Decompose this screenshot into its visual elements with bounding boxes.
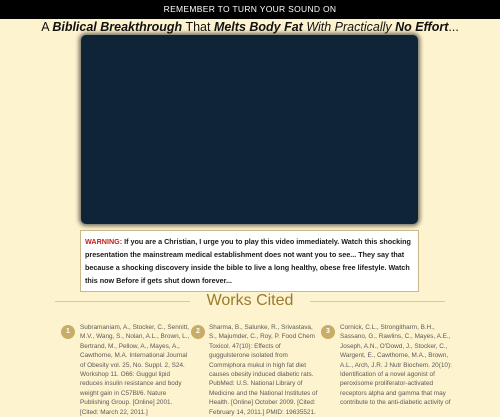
works-cited-title: Works Cited — [206, 292, 294, 309]
sound-reminder-banner — [0, 0, 500, 19]
warning-label: WARNING: — [85, 237, 123, 246]
video-player[interactable] — [81, 35, 418, 224]
divider-left — [55, 301, 190, 302]
citation-number-badge: 2 — [191, 325, 205, 339]
sound-reminder-text: REMEMBER TO TURN YOUR SOUND ON — [163, 4, 337, 14]
citation-number-badge: 1 — [61, 325, 75, 339]
headline-part-2: Biblical Breakthrough — [52, 20, 183, 34]
citation-text: Sharma, B., Salunke, R., Srivastava, S., Majumder, C., Roy, P. Food Chem Toxicol. 47(10): Effects of guggulsterone isolated from Commiphora mukul in high fat diet causes obesity induced diabetic rats. PubMed: U.S. National Library of Medicine and the National Institutes of Health. [Online] October 2009. [Cited: February 14, 2011.] PMID: 19635521. — [209, 324, 318, 416]
headline-part-3: That — [182, 20, 214, 34]
citation-text: Subramaniam, A., Stocker, C., Sennitt, M.V., Wang, S., Nolan, A.L., Brown, L., Bertrand, M., Pellow, A., Mayes, A., Cawthorne, M.A. International Journal of Obesity vol. 25, No. Suppl. 2, S24. Workshop 11. O66: Guggul lipid reduces insulin resistance and body weight gain in C57Bl/6. Nature Publishing Group. [Online] 2001. [Cited: March 22, 2011.] — [80, 324, 190, 416]
page-headline — [0, 19, 500, 35]
divider-right — [310, 301, 445, 302]
citation-number-badge: 3 — [321, 325, 335, 339]
warning-box — [80, 230, 419, 292]
headline-part-5: With Practically — [302, 20, 396, 34]
headline-part-6: No Effort — [395, 20, 449, 34]
headline-part-1: A — [41, 20, 53, 34]
headline-part-4: Melts Body Fat — [213, 20, 303, 34]
warning-text: If you are a Christian, I urge you to play this video immediately. Watch this shocking presentation the mainstream medical establishment does not want you to see... They say that because a shocking discovery inside the bible to live a long healthy, obese free lifestyle. Watch this now Before if gets shut down forever... — [85, 237, 411, 285]
headline-part-7: ... — [448, 20, 459, 34]
citation-text: Cornick, C.L., Strongitharm, B.H., Sassano, G., Rawlins, C., Mayes, A.E., Joseph, A.N., O'Dowd, J., Stocker, C., Wargent, E., Cawthorne, M.A., Brown, A.L., Arch, J.R. J Nutr Biochem. 20(10): Identification of a novel agonist of peroxisome proliferator-activated receptors alpha and gamma that may contribute to the anti-diabetic activity of — [340, 324, 452, 407]
works-cited-header — [0, 290, 500, 312]
